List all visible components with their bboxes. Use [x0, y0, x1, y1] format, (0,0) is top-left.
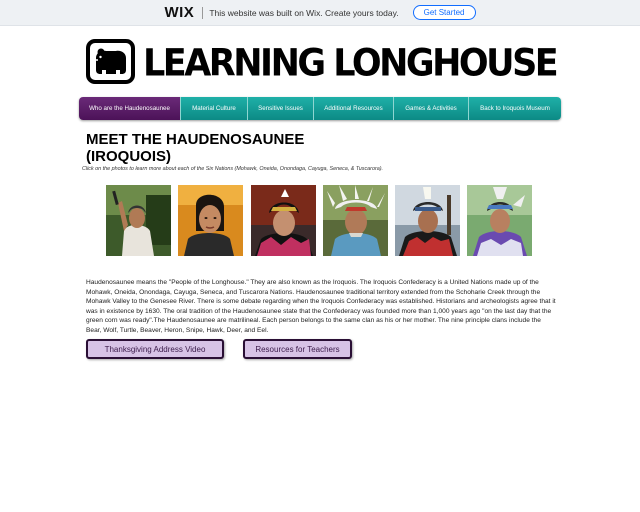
photo-instructions: Click on the photos to learn more about each of the Six Nations (Mohawk, Oneida, Onondaga, Cayuga, Seneca, & Tuscarora).: [82, 166, 384, 172]
wix-logo[interactable]: WIX: [164, 4, 195, 21]
photo-tuscarora[interactable]: [467, 185, 532, 256]
nav-item-games-activities[interactable]: Games & Activities: [394, 97, 469, 120]
main-nav: [79, 97, 561, 120]
nation-photos: [106, 185, 536, 257]
nav-item-back-to-museum[interactable]: Back to Iroquois Museum: [469, 97, 561, 120]
photo-oneida[interactable]: [178, 185, 243, 256]
page-title-line1: MEET THE HAUDENOSAUNEE: [86, 131, 305, 148]
page-title: [86, 131, 346, 165]
wix-banner: [0, 0, 640, 26]
nav-item-sensitive-issues[interactable]: Sensitive Issues: [248, 97, 314, 120]
photo-mohawk[interactable]: [106, 185, 171, 256]
photo-onondaga[interactable]: [251, 185, 316, 256]
wix-banner-message: This website was built on Wix. Create yours today.: [209, 7, 399, 18]
photo-cayuga[interactable]: [323, 185, 388, 256]
site-logo[interactable]: [86, 39, 135, 84]
photo-seneca[interactable]: [395, 185, 460, 256]
banner-divider: [202, 7, 203, 19]
site-title[interactable]: LEARNING LONGHOUSE: [143, 42, 557, 86]
resources-for-teachers-button[interactable]: Resources for Teachers: [243, 339, 352, 359]
bear-icon: [92, 46, 130, 78]
thanksgiving-address-video-button[interactable]: Thanksgiving Address Video: [86, 339, 224, 359]
page-title-line2: (IROQUOIS): [86, 148, 171, 165]
nav-item-additional-resources[interactable]: Additional Resources: [314, 97, 394, 120]
intro-paragraph: Haudenosaunee means the "People of the Longhouse." They are also known as the Iroquois. The Iroquois Confederacy is a United Nations made up of the Mohawk, Oneida, Onondaga, Cayuga, Seneca, and Tuscarora Nations. Haudenosaunee traditional territory extended from the Schoharie Creek through the Mohawk Valley to the Genesee River. There is some debate regarding when the Iroquois Confederacy was established. Historians and archeologists agree that it was in existence by 1630. The oral tradition of the Haudenosaunee state that the Confederacy was founded more than 1,000 years ago "on the last day that the green corn was ready".The Haudenosaunee are matrilineal. Each person belongs to the same clan as his or her mother. The nine principle clans include the Bear, Wolf, Turtle, Beaver, Heron, Snipe, Hawk, Deer, and Eel.: [86, 279, 556, 334]
nav-item-who-are-haudenosaunee[interactable]: Who are the Haudenosaunee: [79, 97, 181, 120]
nav-item-material-culture[interactable]: Material Culture: [181, 97, 248, 120]
get-started-button[interactable]: Get Started: [413, 5, 476, 20]
